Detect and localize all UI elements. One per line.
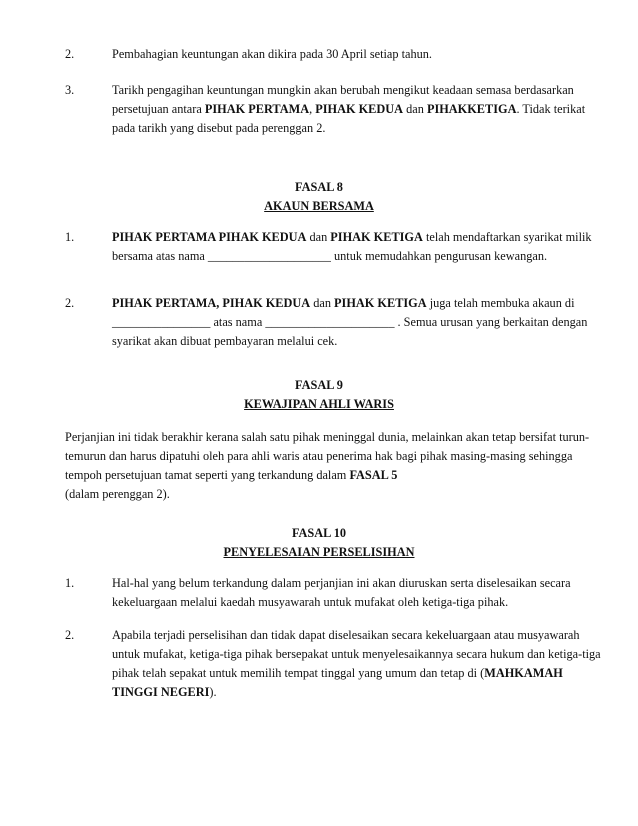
party-name: PIHAK KETIGA: [334, 296, 427, 310]
section-subtitle: AKAUN BERSAMA: [264, 199, 374, 213]
text-run: Pembahagian keuntungan akan dikira pada 30 April setiap tahun.: [112, 47, 432, 61]
clause-item: [65, 228, 605, 266]
item-number: 3.: [65, 83, 75, 97]
clause-item: [65, 81, 605, 138]
section-heading: [0, 524, 638, 562]
party-name: PIHAK PERTAMA, PIHAK KEDUA: [112, 296, 311, 310]
item-text: [112, 228, 605, 266]
text-run: Perjanjian ini tidak berakhir kerana salah satu pihak meninggal dunia, melainkan akan tetap bersifat turun-temurun dan harus dipatuhi oleh para ahli waris atau penerima hak bagi pihak masing-masing sehingga tempoh persetujuan tamat seperti yang terkandung dalam: [65, 430, 590, 482]
party-name: PIHAK PERTAMA: [204, 102, 310, 116]
item-number: 2.: [65, 296, 75, 310]
item-number: 1.: [65, 576, 75, 590]
item-text: [112, 45, 605, 64]
section-title: FASAL 9: [295, 378, 343, 392]
text-run: . Tidak terikat pada tarikh yang disebut pada perenggan 2.: [112, 102, 586, 135]
text-run: ,: [309, 102, 316, 116]
party-name: PIHAK KEDUA: [315, 102, 404, 116]
section-subtitle: KEWAJIPAN AHLI WARIS: [244, 397, 394, 411]
section-heading: [0, 178, 638, 216]
section-subtitle: PENYELESAIAN PERSELISIHAN: [223, 545, 415, 559]
body-paragraph: [65, 428, 605, 504]
clause-item: [65, 45, 605, 64]
text-run: dan: [403, 102, 427, 116]
party-name: PIHAKKETIGA: [426, 102, 517, 116]
text-run: ).: [209, 685, 217, 699]
text-run: (dalam perenggan 2).: [65, 487, 170, 501]
item-number: 1.: [65, 230, 75, 244]
text-run: telah mendaftarkan syarikat milik bersama atas nama ____________________ untuk memudahkan pengurusan kewangan.: [112, 230, 592, 263]
item-text: [112, 81, 605, 138]
section-title: FASAL 10: [291, 526, 347, 540]
text-run: juga telah membuka akaun di ________________ atas nama _____________________ . Semua urusan yang berkaitan dengan syarikat akan dibuat pembayaran melalui cek.: [112, 296, 588, 348]
item-text: [112, 294, 605, 351]
text-run: Tarikh pengagihan keuntungan mungkin akan berubah mengikut keadaan semasa berdasarkan persetujuan antara: [112, 83, 574, 116]
clause-item: [65, 294, 605, 351]
party-name: PIHAK KETIGA: [330, 230, 423, 244]
text-run: Hal-hal yang belum terkandung dalam perjanjian ini akan diuruskan serta diselesaikan secara kekeluargaan melalui kaedah musyawarah untuk mufakat oleh ketiga-tiga pihak.: [112, 576, 571, 609]
clause-reference: FASAL 5: [349, 468, 398, 482]
clause-item: [65, 574, 605, 612]
text-run: dan: [310, 296, 335, 310]
item-number: 2.: [65, 47, 75, 61]
text-run: Apabila terjadi perselisihan dan tidak dapat diselesaikan secara kekeluargaan atau musyawarah untuk mufakat, ketiga-tiga pihak bersepakat untuk menyelesaikannya secara hukum dan ketiga-tiga pihak telah sepakat untuk memilih tempat tinggal yang umum dan tetap di (: [112, 628, 601, 680]
party-name: PIHAK PERTAMA PIHAK KEDUA: [112, 230, 307, 244]
clause-item: [65, 626, 605, 702]
section-heading: [0, 376, 638, 414]
court-name: MAHKAMAH TINGGI NEGERI: [112, 666, 563, 699]
section-title: FASAL 8: [295, 180, 343, 194]
item-text: [112, 626, 605, 702]
item-number: 2.: [65, 628, 75, 642]
item-text: [112, 574, 605, 612]
text-run: dan: [306, 230, 331, 244]
